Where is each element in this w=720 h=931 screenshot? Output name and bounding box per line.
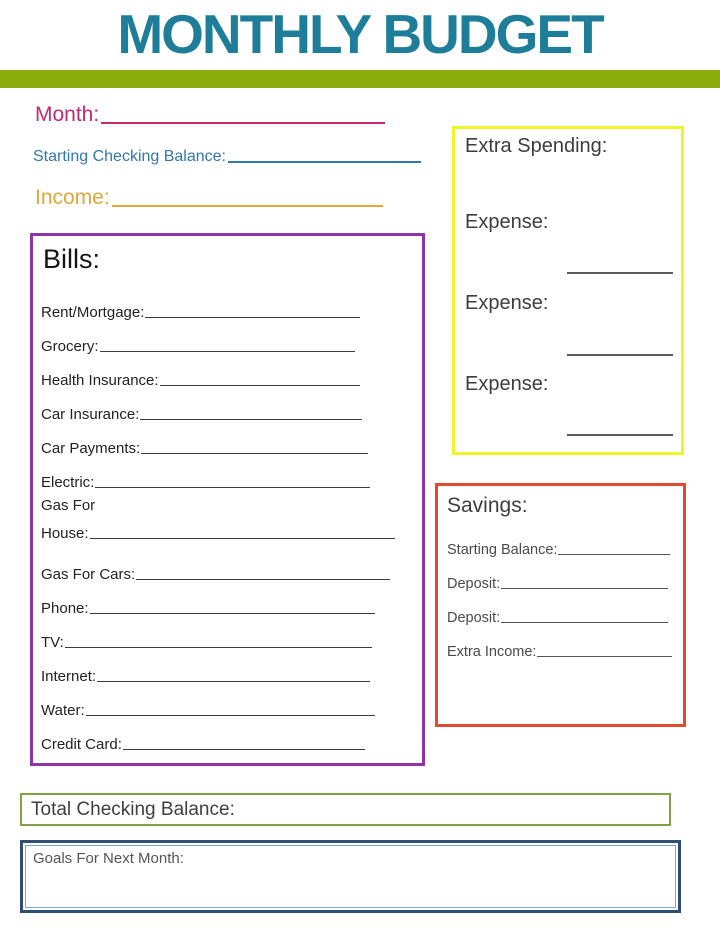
savings-row-deposit-2	[447, 592, 672, 626]
goals-section[interactable]	[20, 840, 681, 913]
bill-blank-line[interactable]	[123, 749, 365, 750]
bill-label: Car Payments:	[41, 440, 141, 457]
expense-label-2: Expense:	[465, 292, 549, 314]
bill-blank-line[interactable]	[141, 453, 368, 454]
month-blank-line[interactable]	[101, 122, 385, 124]
bill-row-car-insurance	[41, 389, 410, 423]
bill-blank-line[interactable]	[100, 351, 355, 352]
bill-row-grocery	[41, 321, 410, 355]
bill-row-car-payments	[41, 423, 410, 457]
bill-label: Gas For Cars:	[41, 566, 136, 583]
extra-spending-title: Extra Spending:	[465, 135, 608, 157]
bill-label: Water:	[41, 702, 85, 719]
bill-label: Internet:	[41, 668, 97, 685]
bill-row-phone	[41, 583, 410, 617]
bill-label: Credit Card:	[41, 736, 122, 753]
savings-section	[435, 483, 686, 727]
bill-blank-line[interactable]	[86, 715, 375, 716]
bill-label-line2: House:	[41, 525, 89, 542]
bill-blank-line[interactable]	[136, 579, 390, 580]
income-field	[35, 186, 383, 210]
bill-blank-line[interactable]	[160, 385, 360, 386]
bills-section	[30, 233, 425, 766]
bill-blank-line[interactable]	[90, 538, 395, 539]
expense-blank-line-1[interactable]	[567, 272, 673, 274]
starting-checking-balance-field	[33, 148, 421, 166]
savings-label: Deposit:	[447, 610, 501, 626]
page-title: MONTHLY BUDGET	[117, 3, 603, 65]
bill-row-rent-mortgage	[41, 287, 410, 321]
month-label: Month:	[35, 103, 100, 126]
savings-row-deposit-1	[447, 558, 672, 592]
total-checking-balance-section[interactable]	[20, 793, 671, 826]
starting-checking-balance-label: Starting Checking Balance:	[33, 148, 226, 165]
bill-row-health-insurance	[41, 355, 410, 389]
bill-row-gas-for-cars	[41, 549, 410, 583]
bill-label: Rent/Mortgage:	[41, 304, 145, 321]
savings-blank-line[interactable]	[558, 554, 670, 555]
income-blank-line[interactable]	[112, 205, 383, 207]
bills-title: Bills:	[43, 244, 101, 274]
expense-blank-line-2[interactable]	[567, 354, 673, 356]
bill-row-tv	[41, 617, 410, 651]
savings-label: Extra Income:	[447, 644, 537, 660]
expense-blank-line-3[interactable]	[567, 434, 673, 436]
bill-row-gas-for-house	[41, 491, 410, 549]
savings-row-extra-income	[447, 626, 672, 660]
bill-blank-line[interactable]	[65, 647, 372, 648]
bill-blank-line[interactable]	[90, 613, 375, 614]
bill-label: Phone:	[41, 600, 89, 617]
extra-spending-section	[452, 126, 684, 455]
income-label: Income:	[35, 186, 110, 209]
expense-label-1: Expense:	[465, 211, 549, 233]
bill-label: Health Insurance:	[41, 372, 159, 389]
total-checking-balance-label: Total Checking Balance:	[31, 798, 235, 820]
expense-label-3: Expense:	[465, 373, 549, 395]
savings-blank-line[interactable]	[501, 622, 668, 623]
bill-label: Car Insurance:	[41, 406, 140, 423]
bill-row-water	[41, 685, 410, 719]
bill-blank-line[interactable]	[145, 317, 360, 318]
savings-label: Deposit:	[447, 576, 501, 592]
savings-label: Starting Balance:	[447, 542, 558, 558]
bill-label: Electric:	[41, 474, 95, 491]
bill-label: TV:	[41, 634, 64, 651]
bill-row-credit-card	[41, 719, 410, 753]
savings-blank-line[interactable]	[501, 588, 668, 589]
bill-label-line1: Gas For	[41, 497, 96, 514]
savings-blank-line[interactable]	[537, 656, 672, 657]
bill-blank-line[interactable]	[140, 419, 362, 420]
bill-blank-line[interactable]	[97, 681, 370, 682]
goals-label: Goals For Next Month:	[33, 850, 184, 867]
header-divider-bar	[0, 70, 720, 88]
starting-checking-balance-blank-line[interactable]	[228, 161, 421, 163]
goals-inner-box	[25, 845, 676, 908]
bill-row-electric	[41, 457, 410, 491]
bill-label: Grocery:	[41, 338, 99, 355]
bill-blank-line[interactable]	[95, 487, 370, 488]
savings-row-starting-balance	[447, 524, 672, 558]
bill-row-internet	[41, 651, 410, 685]
savings-title: Savings:	[447, 494, 528, 517]
month-field	[35, 103, 385, 127]
